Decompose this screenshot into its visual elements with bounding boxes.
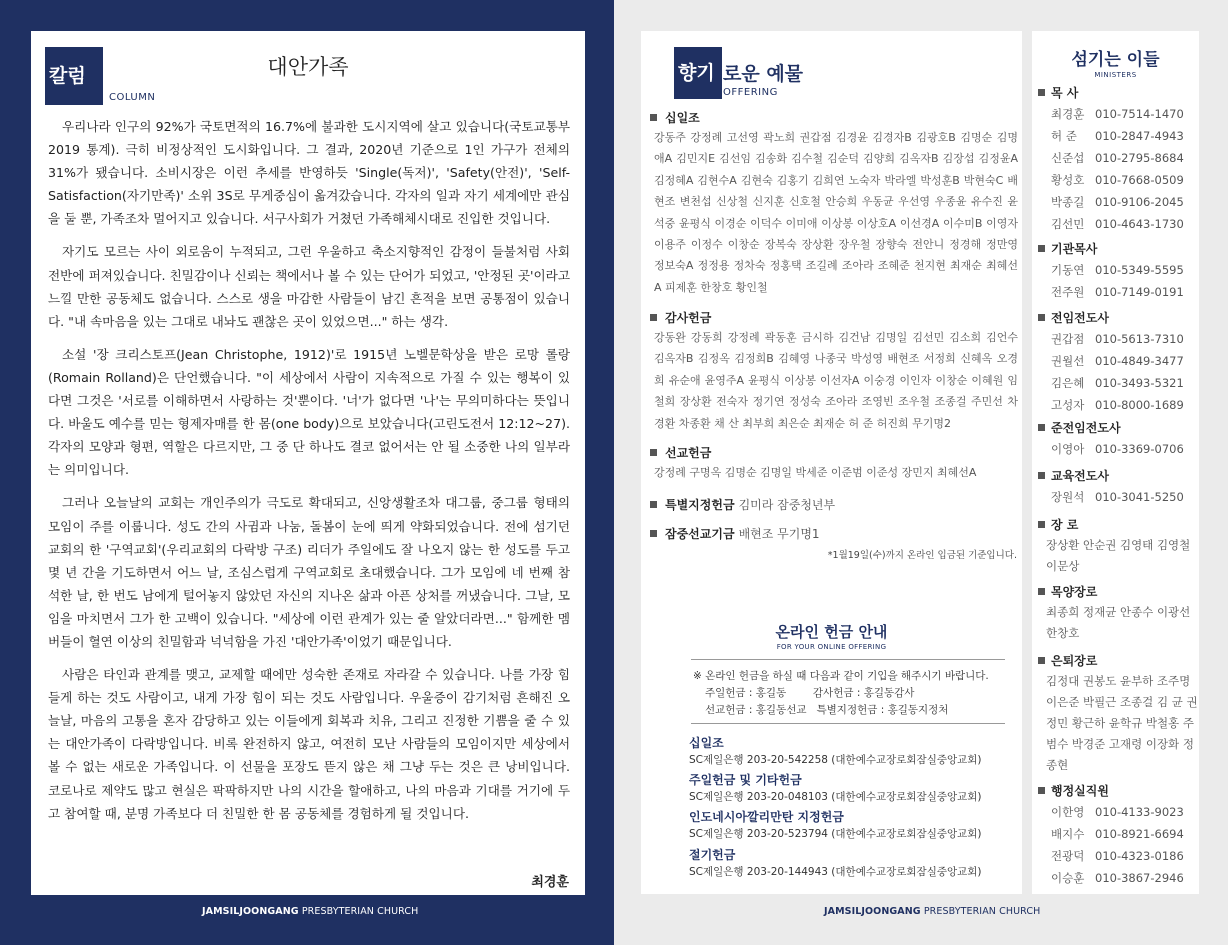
ministers-card (1032, 31, 1199, 894)
account-name: 인도네시아깔리만탄 지정헌금 (689, 810, 844, 824)
bullet-square-icon (1038, 588, 1045, 595)
elders-names: 장상환 안순권 김영태 김영철 이문상 (1046, 538, 1191, 573)
ministers-heading-text: 기관목사 (1051, 242, 1098, 256)
staff-name: 전광덕 (1051, 849, 1085, 864)
minister-phone: 010-7514-1470 (1095, 107, 1184, 121)
footer-left-rest: PRESBYTERIAN CHURCH (298, 906, 419, 917)
minister-name: 김은혜 (1051, 376, 1085, 391)
section-title: 특별지정헌금 (665, 498, 735, 512)
offering-section-mission-fund (650, 525, 1018, 543)
bullet-square-icon (1038, 521, 1045, 528)
minister-name: 최경훈 (1051, 107, 1085, 121)
minister-phone: 010-7668-0509 (1095, 173, 1184, 188)
ministers-heading-text: 교육전도사 (1051, 469, 1109, 483)
minister-name: 신준섭 (1051, 151, 1085, 166)
section-title: 잠중선교기금 (665, 527, 735, 541)
minister-name: 권월선 (1051, 354, 1085, 369)
footer-right-bold: JAMSILJOONGANG (824, 906, 921, 917)
column-paragraph: 사람은 타인과 관계를 맺고, 교제할 때에만 성숙한 존재로 자라갈 수 있습니다. 나를 가장 힘들게 하는 것도 사람이고, 내게 가장 힘이 되는 것도 사람입니다. 우울증이 감기처럼 흔해진 오늘날, 마음의 고통을 혼자 감당하고 있는 이들에게 회복과 치유, 그리고 진정한 기쁨을 줄 수 있는 대안가족이 다락방입니다. 비록 완전하지 않고, 여전히 모난 사람들의 모임이지만 세상에서 볼 수 없는 새로운 가족입니다. 이 선물을 포장도 뜯지 않은 채 그냥 두는 것은 큰 낭비입니다. 코로나로 제약도 많고 현실은 팍팍하지만 나의 시간을 할애하고, 나의 마음과 기대를 거기에 두고 참여할 때, 분명 가족보다 더 친밀한 한 몸 공동체를 경험하게 될 것입니다. (48, 667, 570, 821)
bullet-square-icon (1038, 472, 1045, 479)
minister-name: 전주원 (1051, 285, 1085, 300)
section-names: 강동완 강동희 강정례 곽동훈 금시하 김건남 김명일 김선민 김소희 김언수 김옥자B 김정옥 김정희B 김혜영 나종국 박성영 배현조 서정희 신혜옥 오경희 유순애 윤영주A 윤평식 이상봉 이선자A 이숭경 이인자 이창순 이혜원 임철희 장상환 전숙자 정기연 정성숙 조아라 조영빈 조우철 조종걸 주민선 차경환 차종환 채 산 최부희 최은순 최재순 허 준 허진희 무기명2 (654, 331, 1018, 430)
minister-name: 고성자 (1051, 398, 1085, 413)
section-heading (650, 309, 1018, 327)
offering-section-mission (650, 444, 1018, 483)
ministers-heading (1038, 582, 1198, 602)
minister-phone: 010-2847-4943 (1095, 129, 1184, 144)
bullet-square-icon (1038, 314, 1045, 321)
divider (691, 723, 1005, 724)
ministers-pastoral-elders (1038, 582, 1198, 644)
section-heading (650, 496, 1018, 514)
online-example-1: 주일헌금 : 홍길동 감사헌금 : 홍길동감사 (705, 687, 915, 699)
offering-title: 로운 예물 (723, 63, 804, 85)
section-names: 배현조 무기명1 (738, 527, 820, 541)
ministers-education-evangelists (1038, 466, 1198, 508)
account-number: SC제일은행 203-20-542258 (대한예수교장로회잠실중앙교회) (689, 754, 982, 766)
minister-name: 이영아 (1051, 442, 1085, 456)
account-number: SC제일은행 203-20-523794 (대한예수교장로회잠실중앙교회) (689, 828, 982, 840)
account-name: 십일조 (689, 736, 724, 750)
staff-name: 배지수 (1051, 827, 1085, 842)
minister-phone: 010-2795-8684 (1095, 151, 1184, 166)
divider (691, 659, 1005, 660)
minister-row (1038, 438, 1198, 460)
section-heading (650, 444, 1018, 462)
ministers-heading-text: 준전임전도사 (1051, 421, 1121, 435)
ministers-heading (1038, 466, 1198, 486)
bullet-square-icon (650, 314, 657, 321)
minister-row (1038, 486, 1198, 508)
staff-phone: 010-4323-0186 (1095, 849, 1184, 864)
ministers-heading-text: 목 사 (1051, 86, 1079, 100)
bullet-square-icon (650, 501, 657, 508)
pastoral-elders-names: 최종희 정재균 안종수 이광선 한창호 (1046, 605, 1191, 640)
ministers-pastors (1038, 83, 1198, 236)
account-number: SC제일은행 203-20-144943 (대한예수교장로회잠실중앙교회) (689, 866, 982, 878)
section-heading (650, 525, 1018, 543)
minister-phone: 010-9106-2045 (1095, 195, 1184, 210)
column-card (31, 31, 585, 895)
retired-elders-names: 김정대 권봉도 윤부하 조주명 이은준 박필근 조종걸 김 균 권정민 황근하 윤학규 박철홍 주범수 박경준 고재령 이장화 정종현 (1046, 674, 1198, 772)
ministers-retired-elders (1038, 651, 1198, 776)
minister-name: 김선민 (1051, 217, 1085, 232)
bullet-square-icon (650, 530, 657, 537)
staff-name: 이한영 (1051, 805, 1085, 819)
bullet-square-icon (650, 114, 657, 121)
minister-phone: 010-5349-5595 (1095, 263, 1184, 277)
account-name: 주일헌금 및 기타헌금 (689, 773, 802, 787)
ministers-staff (1038, 781, 1198, 889)
minister-name: 권갑점 (1051, 332, 1085, 346)
ministers-heading (1038, 651, 1198, 671)
ministers-institution (1038, 239, 1198, 303)
minister-row (1038, 213, 1198, 235)
bullet-square-icon (1038, 89, 1045, 96)
column-paragraph: 우리나라 인구의 92%가 국토면적의 16.7%에 불과한 도시지역에 살고 있습니다(국토교통부 2019 통계). 극히 비정상적인 도시화입니다. 그 결과, 2020년 기준으로 1인 가구가 전체의 31%가 됐습니다. 소비시장은 이런 추세를 반영하듯 'Single(독저)', 'Safety(안전)', 'Self-Satisfaction(자기만족)' 소위 3S로 무게중심이 옮겨갔습니다. 각자의 일과 자기 세계에만 관심을 둘 뿐, 가족조차 멀어지고 있습니다. 서구사회가 거쳤던 가족해체시대로 진입한 것입니다. (48, 119, 570, 227)
section-heading (650, 109, 1018, 127)
offering-badge: 향기 (674, 47, 722, 99)
offering-section-tithe (650, 109, 1018, 298)
minister-row (1038, 394, 1198, 416)
column-title: 대안가족 (267, 55, 349, 79)
ministers-heading-text: 장 로 (1051, 518, 1079, 532)
column-paragraph: 자기도 모르는 사이 외로움이 누적되고, 그런 우울하고 축소지향적인 감정이 들불처럼 사회 전반에 퍼져있습니다. 친밀감이나 신뢰는 책에서나 볼 수 있는 단어가 되었고, '안정된 곳'이라고 느낄 만한 공동체도 없습니다. 스스로 생을 마감한 사람들이 남긴 흔적을 보면 공통점이 있습니다. "내 속마음을 있는 그대로 내놔도 괜찮은 곳이 있었으면..." 하는 생각. (48, 244, 570, 329)
column-badge: 칼럼 (45, 47, 103, 105)
offering-section-special (650, 496, 1018, 514)
account-name: 절기헌금 (689, 848, 736, 862)
minister-row (1038, 281, 1198, 303)
section-title: 십일조 (665, 111, 700, 125)
footer-left-bold: JAMSILJOONGANG (202, 906, 299, 917)
column-body (48, 115, 570, 835)
ministers-semi-evangelists (1038, 418, 1198, 460)
offering-badge-sub: OFFERING (723, 87, 778, 98)
bullet-square-icon (650, 449, 657, 456)
column-paragraph: 소설 '장 크리스토프(Jean Christophe, 1912)'로 1915년 노벨문학상을 받은 로망 롤랑(Romain Rolland)은 단언했습니다. "이 세상에서 사람이 지속적으로 가질 수 있는 행복이 있다면 그것은 '서로를 이해하면서 사랑하는 것'뿐이다. '너'가 없다면 '나'는 무의미하다는 뜻입니다. 바울도 예수를 믿는 형제자매를 한 몸(one body)으로 보았습니다(고린도전서 12:12~27). 각자의 모양과 형편, 역할은 다르지만, 그 중 단 하나도 결코 없어서는 안 될 소중한 나의 일부라는 의미입니다. (48, 346, 570, 478)
minister-row (1038, 259, 1198, 281)
offering-card (641, 31, 1022, 894)
column-author: 최경훈 (531, 875, 569, 890)
ministers-heading-text: 은퇴장로 (1051, 654, 1098, 668)
ministers-heading (1038, 308, 1198, 328)
minister-row (1038, 103, 1198, 125)
minister-phone: 010-7149-0191 (1095, 285, 1184, 300)
staff-phone: 010-8921-6694 (1095, 827, 1184, 842)
bullet-square-icon (1038, 657, 1045, 664)
section-names: 강동주 강정례 고선영 곽노희 권갑점 김경윤 김경자B 김광호B 김명순 김명애A 김민지E 김선임 김송화 김수철 김순덕 김양희 김옥자B 김장섭 김정윤A 김정혜A 김현수A 김현숙 김홍기 김희연 노숙자 박라엘 박성훈B 박현숙C 배현조 변천섭 신상철 신지훈 신호철 안승희 우동균 우선영 우종윤 유수진 윤석중 윤평식 이경순 이덕수 이미애 이상봉 이상호A 이선경A 이수미B 이영자 이용주 이정수 이창순 장복숙 장상환 장우철 장향숙 전안니 정경해 정만영 정보숙A 정정용 정차숙 정홍택 조길례 조아라 조혜준 천지현 최재순 최혜선A 피제훈 한창호 황인철 (654, 131, 1018, 294)
offering-section-thanks (650, 309, 1018, 434)
column-paragraph: 그러나 오늘날의 교회는 개인주의가 극도로 확대되고, 신앙생활조차 대그룹, 중그룹 형태의 모임이 주를 이룹니다. 성도 간의 사귐과 나눔, 돌봄이 눈에 띄게 약화되었습니다. 전에 섬기던 교회의 한 '구역교회'(우리교회의 다락방 구조) 리더가 주일에도 잘 나오지 않는 한 성도를 두고 몇 년 간을 기도하면서 어느 날, 조심스럽게 구역교회로 초대했습니다. 그가 모임에 네 번째 참석한 날, 한 번도 남에게 털어놓지 않았던 자신의 지나온 삶과 아픈 상처를 꺼냈습니다. 그날, 모임을 마치면서 그가 한 고백이 있습니다. "세상에 이런 관계가 있는 줄 알았더라면..." 함께한 멤버들이 혈연 이상의 친밀함과 넉넉함을 가진 '대안가족'이었기 때문입니다. (48, 495, 570, 649)
minister-name: 황성호 (1051, 173, 1085, 188)
footer-right-rest: PRESBYTERIAN CHURCH (920, 906, 1041, 917)
minister-name: 장원석 (1051, 490, 1085, 504)
section-names: 강정례 구명옥 김명순 김명일 박세준 이준범 이준성 장민지 최혜선A (654, 466, 977, 479)
staff-phone: 010-4133-9023 (1095, 805, 1184, 819)
minister-row (1038, 191, 1198, 213)
ministers-title: 섬기는 이들 (1071, 50, 1160, 70)
minister-phone: 010-8000-1689 (1095, 398, 1184, 413)
minister-phone: 010-5613-7310 (1095, 332, 1184, 346)
minister-phone: 010-3041-5250 (1095, 490, 1184, 504)
ministers-elders (1038, 515, 1198, 577)
ministers-heading-text: 행정실직원 (1051, 784, 1109, 798)
staff-phone: 010-3867-2946 (1095, 871, 1184, 886)
minister-row (1038, 169, 1198, 191)
ministers-heading (1038, 83, 1198, 103)
minister-name: 박종길 (1051, 195, 1085, 210)
minister-phone: 010-3493-5321 (1095, 376, 1184, 391)
ministers-heading (1038, 239, 1198, 259)
staff-row (1038, 801, 1198, 823)
bullet-square-icon (1038, 787, 1045, 794)
ministers-heading (1038, 418, 1198, 438)
minister-row (1038, 372, 1198, 394)
staff-row (1038, 867, 1198, 889)
online-instruction: ※ 온라인 헌금을 하실 때 다음과 같이 기입을 해주시기 바랍니다. (693, 670, 989, 682)
footer-right (824, 906, 1040, 917)
account-number: SC제일은행 203-20-048103 (대한예수교장로회잠실중앙교회) (689, 791, 982, 803)
column-badge-sub: COLUMN (109, 92, 156, 103)
minister-name: 기동연 (1051, 263, 1085, 277)
minister-phone: 010-3369-0706 (1095, 442, 1184, 456)
minister-row (1038, 328, 1198, 350)
footer-left (202, 906, 418, 917)
bullet-square-icon (1038, 245, 1045, 252)
minister-phone: 010-4849-3477 (1095, 354, 1184, 369)
offering-note: *1월19일(수)까지 온라인 입금된 기준입니다. (827, 550, 1017, 561)
minister-phone: 010-4643-1730 (1095, 217, 1184, 232)
staff-row (1038, 823, 1198, 845)
ministers-heading-text: 목양장로 (1051, 585, 1098, 599)
staff-name: 이승훈 (1051, 871, 1085, 886)
minister-row (1038, 125, 1198, 147)
section-names: 김미라 잠중청년부 (738, 498, 836, 512)
section-title: 선교헌금 (665, 446, 712, 460)
ministers-subtitle: MINISTERS (1094, 71, 1137, 79)
minister-row (1038, 350, 1198, 372)
online-title: 온라인 헌금 안내 (775, 623, 888, 641)
minister-row (1038, 147, 1198, 169)
ministers-heading (1038, 781, 1198, 801)
online-subtitle: FOR YOUR ONLINE OFFERING (776, 643, 887, 651)
online-example-2: 선교헌금 : 홍길동선교 특별지정헌금 : 홍길동지정처 (705, 704, 949, 716)
staff-row (1038, 845, 1198, 867)
ministers-heading-text: 전임전도사 (1051, 311, 1109, 325)
ministers-fulltime-evangelists (1038, 308, 1198, 416)
bullet-square-icon (1038, 424, 1045, 431)
section-title: 감사헌금 (665, 311, 712, 325)
minister-name: 허 준 (1051, 129, 1077, 144)
ministers-heading (1038, 515, 1198, 535)
